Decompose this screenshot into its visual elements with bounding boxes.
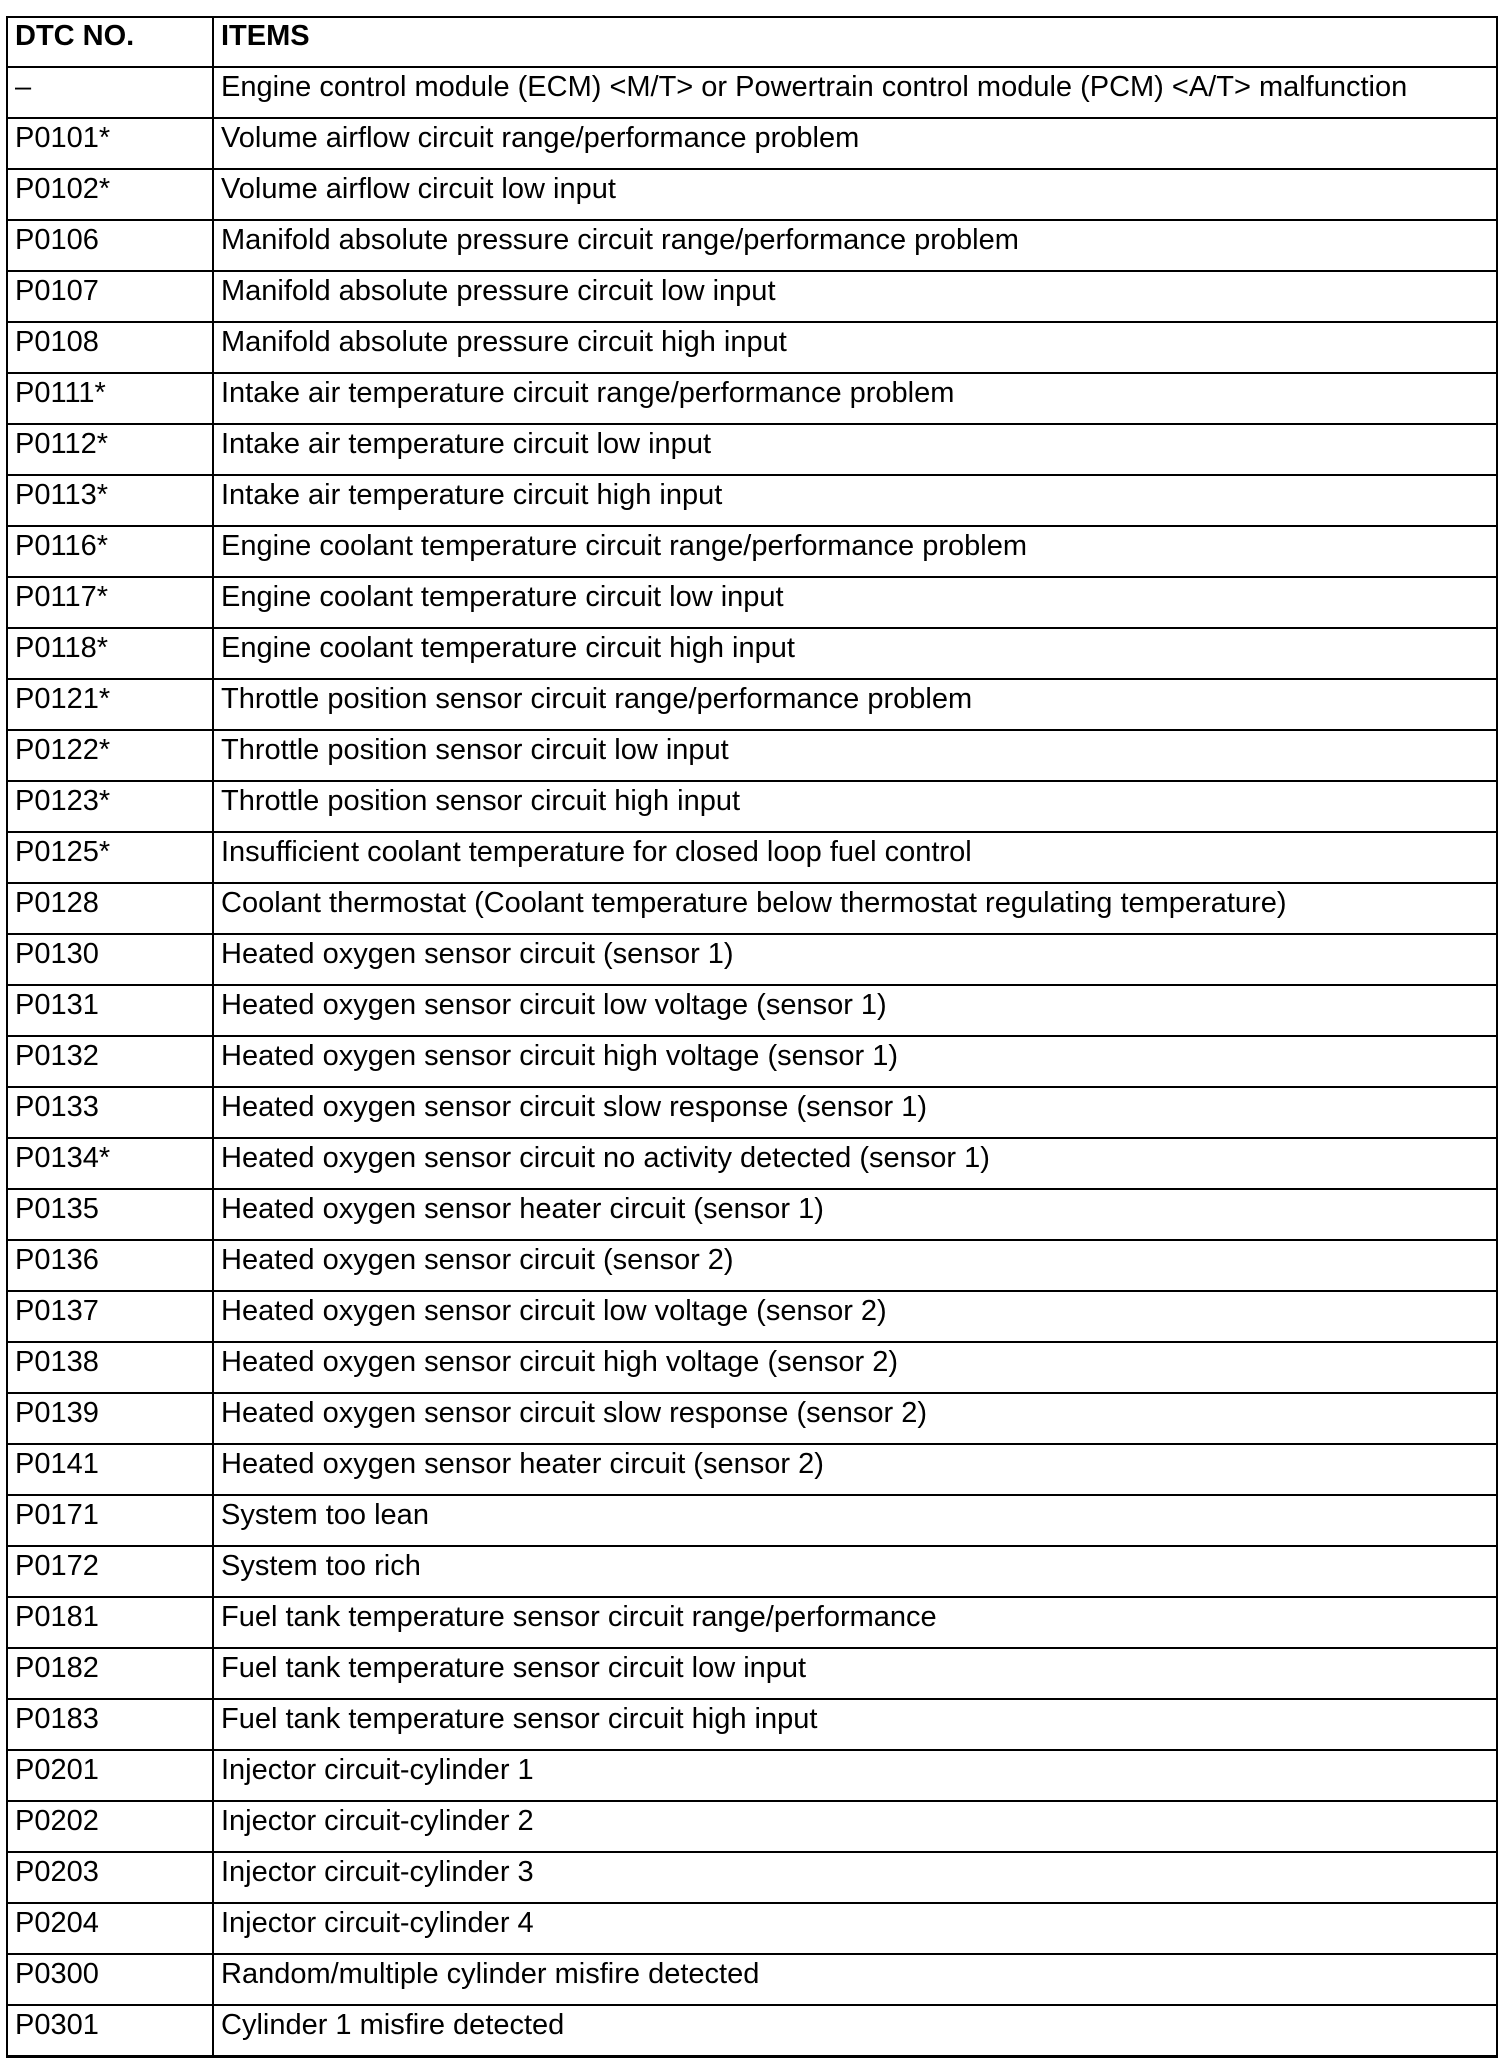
table-row — [7, 1444, 1497, 1495]
dtc-code-cell: P0122* — [7, 730, 213, 781]
table-row — [7, 424, 1497, 475]
dtc-item-cell: Heated oxygen sensor circuit high voltage (sensor 2) — [213, 1342, 1497, 1393]
dtc-code-cell: P0116* — [7, 526, 213, 577]
dtc-code-cell: P0106 — [7, 220, 213, 271]
dtc-code-cell: P0112* — [7, 424, 213, 475]
table-row — [7, 1699, 1497, 1750]
dtc-table — [6, 16, 1498, 2058]
dtc-code-cell: P0181 — [7, 1597, 213, 1648]
table-row — [7, 1240, 1497, 1291]
table-row — [7, 1342, 1497, 1393]
dtc-code-cell: P0125* — [7, 832, 213, 883]
table-row — [7, 526, 1497, 577]
dtc-code-cell: P0128 — [7, 883, 213, 934]
dtc-code-cell: P0134* — [7, 1138, 213, 1189]
dtc-item-cell: Intake air temperature circuit range/performance problem — [213, 373, 1497, 424]
table-body — [7, 67, 1497, 2057]
dtc-code-cell: – — [7, 67, 213, 118]
dtc-item-cell: Injector circuit-cylinder 4 — [213, 1903, 1497, 1954]
dtc-item-cell: Heated oxygen sensor circuit (sensor 2) — [213, 1240, 1497, 1291]
table-row — [7, 1648, 1497, 1699]
dtc-code-cell: P0138 — [7, 1342, 213, 1393]
table-row — [7, 1954, 1497, 2005]
dtc-code-cell: P0121* — [7, 679, 213, 730]
dtc-code-cell: P0130 — [7, 934, 213, 985]
table-row — [7, 118, 1497, 169]
dtc-item-cell: Heated oxygen sensor heater circuit (sensor 1) — [213, 1189, 1497, 1240]
table-row — [7, 1903, 1497, 1954]
table-row — [7, 475, 1497, 526]
dtc-item-cell: Random/multiple cylinder misfire detected — [213, 1954, 1497, 2005]
dtc-code-cell: P0118* — [7, 628, 213, 679]
dtc-code-cell: P0300 — [7, 1954, 213, 2005]
dtc-code-cell: P0203 — [7, 1852, 213, 1903]
dtc-item-cell: Manifold absolute pressure circuit high input — [213, 322, 1497, 373]
table-row — [7, 1546, 1497, 1597]
table-row — [7, 577, 1497, 628]
table-row — [7, 1138, 1497, 1189]
table-row — [7, 1495, 1497, 1546]
table-row — [7, 1291, 1497, 1342]
table-row — [7, 1750, 1497, 1801]
dtc-item-cell: Throttle position sensor circuit low input — [213, 730, 1497, 781]
dtc-code-cell: P0141 — [7, 1444, 213, 1495]
table-row — [7, 1036, 1497, 1087]
dtc-item-cell: Injector circuit-cylinder 2 — [213, 1801, 1497, 1852]
dtc-code-cell: P0301 — [7, 2005, 213, 2057]
table-row — [7, 730, 1497, 781]
dtc-item-cell: Engine coolant temperature circuit range/performance problem — [213, 526, 1497, 577]
dtc-item-cell: Heated oxygen sensor circuit no activity detected (sensor 1) — [213, 1138, 1497, 1189]
dtc-code-cell: P0135 — [7, 1189, 213, 1240]
table-row — [7, 628, 1497, 679]
dtc-code-cell: P0113* — [7, 475, 213, 526]
dtc-code-cell: P0136 — [7, 1240, 213, 1291]
table-row — [7, 679, 1497, 730]
table-row — [7, 934, 1497, 985]
header-row — [7, 17, 1497, 67]
header-items: ITEMS — [213, 17, 1497, 67]
dtc-item-cell: Injector circuit-cylinder 3 — [213, 1852, 1497, 1903]
table-row — [7, 1087, 1497, 1138]
table-row — [7, 373, 1497, 424]
dtc-item-cell: Heated oxygen sensor circuit slow response (sensor 1) — [213, 1087, 1497, 1138]
dtc-item-cell: System too rich — [213, 1546, 1497, 1597]
dtc-item-cell: Intake air temperature circuit low input — [213, 424, 1497, 475]
dtc-item-cell: Engine coolant temperature circuit high input — [213, 628, 1497, 679]
dtc-code-cell: P0111* — [7, 373, 213, 424]
dtc-item-cell: Engine coolant temperature circuit low input — [213, 577, 1497, 628]
dtc-code-cell: P0101* — [7, 118, 213, 169]
dtc-code-cell: P0202 — [7, 1801, 213, 1852]
dtc-item-cell: Intake air temperature circuit high input — [213, 475, 1497, 526]
dtc-item-cell: Insufficient coolant temperature for closed loop fuel control — [213, 832, 1497, 883]
table-row — [7, 67, 1497, 118]
dtc-item-cell: Heated oxygen sensor circuit (sensor 1) — [213, 934, 1497, 985]
table-row — [7, 832, 1497, 883]
dtc-item-cell: Heated oxygen sensor circuit high voltage (sensor 1) — [213, 1036, 1497, 1087]
table-row — [7, 883, 1497, 934]
dtc-code-cell: P0137 — [7, 1291, 213, 1342]
dtc-item-cell: Manifold absolute pressure circuit low input — [213, 271, 1497, 322]
dtc-item-cell: Fuel tank temperature sensor circuit high input — [213, 1699, 1497, 1750]
table-row — [7, 985, 1497, 1036]
dtc-code-cell: P0107 — [7, 271, 213, 322]
dtc-item-cell: Manifold absolute pressure circuit range/performance problem — [213, 220, 1497, 271]
dtc-code-cell: P0132 — [7, 1036, 213, 1087]
dtc-code-cell: P0108 — [7, 322, 213, 373]
table-row — [7, 2005, 1497, 2057]
dtc-item-cell: Injector circuit-cylinder 1 — [213, 1750, 1497, 1801]
table-row — [7, 1801, 1497, 1852]
dtc-item-cell: Throttle position sensor circuit high input — [213, 781, 1497, 832]
table-row — [7, 1597, 1497, 1648]
table-row — [7, 1393, 1497, 1444]
dtc-item-cell: System too lean — [213, 1495, 1497, 1546]
dtc-code-cell: P0171 — [7, 1495, 213, 1546]
table-row — [7, 169, 1497, 220]
table-header — [7, 17, 1497, 67]
dtc-code-cell: P0139 — [7, 1393, 213, 1444]
dtc-item-cell: Cylinder 1 misfire detected — [213, 2005, 1497, 2057]
table-row — [7, 220, 1497, 271]
dtc-item-cell: Throttle position sensor circuit range/performance problem — [213, 679, 1497, 730]
dtc-item-cell: Volume airflow circuit low input — [213, 169, 1497, 220]
dtc-code-cell: P0182 — [7, 1648, 213, 1699]
dtc-item-cell: Heated oxygen sensor circuit slow response (sensor 2) — [213, 1393, 1497, 1444]
dtc-item-cell: Heated oxygen sensor heater circuit (sensor 2) — [213, 1444, 1497, 1495]
dtc-item-cell: Volume airflow circuit range/performance problem — [213, 118, 1497, 169]
dtc-item-cell: Coolant thermostat (Coolant temperature below thermostat regulating temperature) — [213, 883, 1497, 934]
dtc-item-cell: Heated oxygen sensor circuit low voltage (sensor 2) — [213, 1291, 1497, 1342]
dtc-code-cell: P0201 — [7, 1750, 213, 1801]
dtc-item-cell: Engine control module (ECM) <M/T> or Powertrain control module (PCM) <A/T> malfunction — [213, 67, 1497, 118]
dtc-item-cell: Fuel tank temperature sensor circuit range/performance — [213, 1597, 1497, 1648]
table-row — [7, 322, 1497, 373]
dtc-code-cell: P0123* — [7, 781, 213, 832]
dtc-code-cell: P0133 — [7, 1087, 213, 1138]
table-row — [7, 1189, 1497, 1240]
dtc-code-cell: P0102* — [7, 169, 213, 220]
dtc-code-cell: P0183 — [7, 1699, 213, 1750]
dtc-code-cell: P0131 — [7, 985, 213, 1036]
dtc-code-cell: P0204 — [7, 1903, 213, 1954]
dtc-code-cell: P0172 — [7, 1546, 213, 1597]
table-row — [7, 781, 1497, 832]
dtc-item-cell: Fuel tank temperature sensor circuit low input — [213, 1648, 1497, 1699]
table-row — [7, 1852, 1497, 1903]
dtc-item-cell: Heated oxygen sensor circuit low voltage (sensor 1) — [213, 985, 1497, 1036]
table-row — [7, 271, 1497, 322]
dtc-code-cell: P0117* — [7, 577, 213, 628]
header-dtc-no: DTC NO. — [7, 17, 213, 67]
